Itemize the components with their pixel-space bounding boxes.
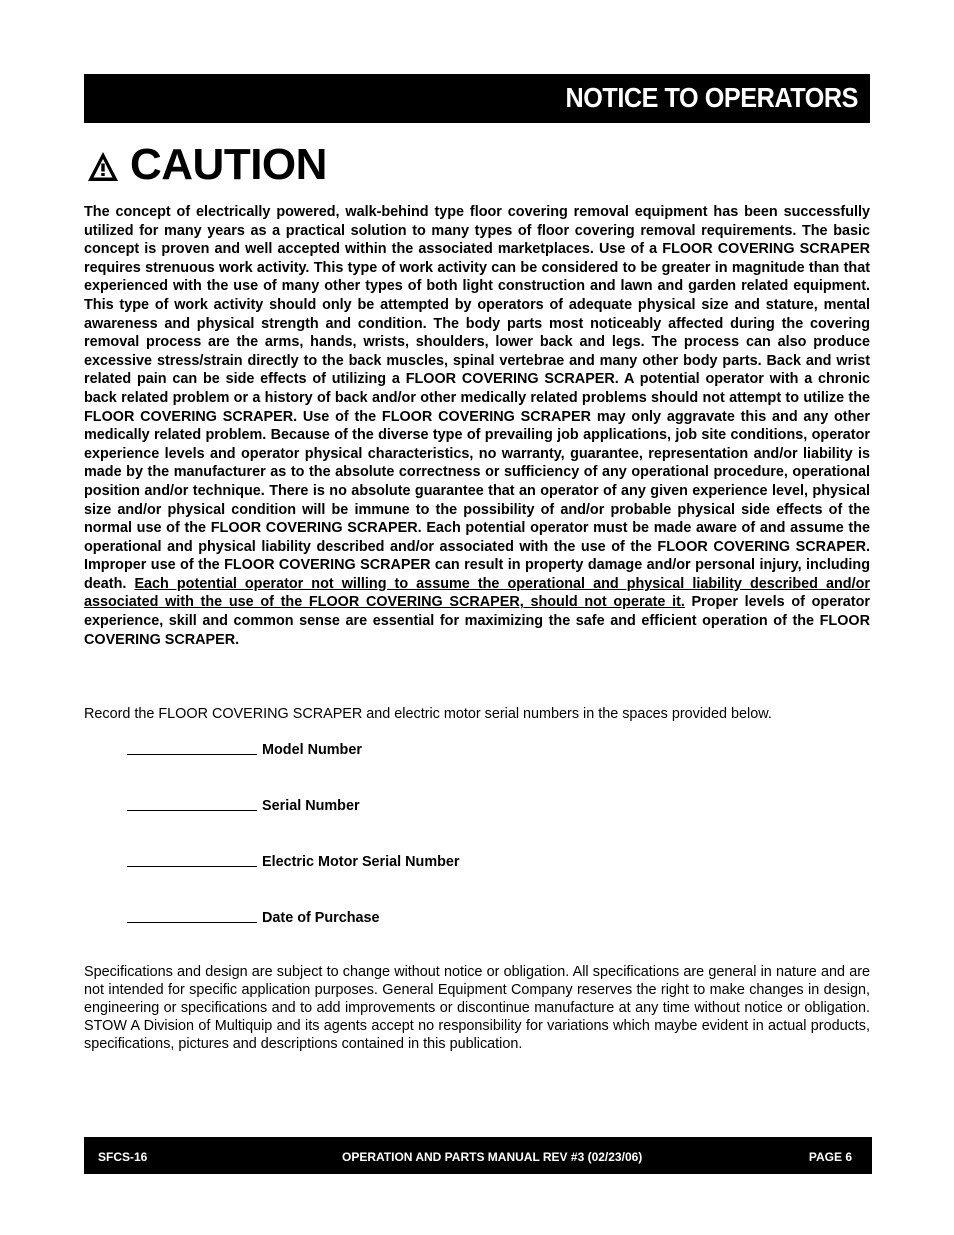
- caution-word: CAUTION: [130, 140, 327, 189]
- page-title: NOTICE TO OPERATORS: [565, 82, 858, 113]
- serial-number-field: [127, 796, 360, 814]
- record-instruction: Record the FLOOR COVERING SCRAPER and electric motor serial numbers in the spaces provided below.: [84, 706, 772, 722]
- serial-number-label: Serial Number: [262, 798, 360, 814]
- caution-notice: [84, 203, 870, 649]
- header-bar: [84, 74, 870, 123]
- notice-main-text: The concept of electrically powered, walk-behind type floor covering removal equipment has been successfully utilized for many years as a practical solution to many types of floor covering removal requirements. The basic concept is proven and well accepted within the associated marketplaces. Use of a FLOOR COVERING SCRAPER requires strenuous work activity. This type of work activity can be considered to be greater in magnitude than that experienced with the use of many other types of both light construction and lawn and garden related equipment. This type of work activity should only be attempted by operators of adequate physical size and stature, mental awareness and physical strength and condition. The body parts most noticeably affected during the covering removal process are the arms, hands, wrists, shoulders, lower back and legs. The process can also produce excessive stress/strain directly to the back muscles, spinal vertebrae and many other body parts. Back and wrist related pain can be side effects of utilizing a FLOOR COVERING SCRAPER. A potential operator with a chronic back related problem or a history of back and/or other medically related problems should not attempt to utilize the FLOOR COVERING SCRAPER. Use of the FLOOR COVERING SCRAPER may only aggravate this and any other medically related problem. Because of the diverse type of prevailing job applications, job site conditions, operator experience levels and operator physical characteristics, no warranty, guarantee, representation and/or liability is made by the manufacturer as to the absolute correctness or sufficiency of any operational procedure, operational position and/or technique. There is no absolute guarantee that an operator of any given experience level, physical size and/or physical condition will be immune to the possibility of and/or probable physical side effects of the normal use of the FLOOR COVERING SCRAPER. Each potential operator must be made aware of and assume the operational and physical liability described and/or associated with the use of the FLOOR COVERING SCRAPER. Improper use of the FLOOR COVERING SCRAPER can result in property damage and/or personal injury, including death.: [84, 204, 870, 592]
- date-of-purchase-label: Date of Purchase: [262, 910, 380, 926]
- footer-bar: [84, 1137, 872, 1174]
- notice-closing-text: Proper levels of operator experience, skill and common sense are essential for maximizing the safe and efficient operation of the FLOOR COVERING SCRAPER.: [84, 594, 870, 648]
- specifications-disclaimer: Specifications and design are subject to change without notice or obligation. All specifications are general in nature and are not intended for specific application purposes. General Equipment Company reserves the right to make changes in design, engineering or specifications and to add improvements or discontinue manufacture at any time without notice or obligation. STOW A Division of Multiquip and its agents accept no responsibility for variations which maybe evident in actual products, specifications, pictures and descriptions contained in this publication.: [84, 964, 870, 1052]
- motor-serial-number-field: [127, 852, 460, 870]
- motor-serial-number-label: Electric Motor Serial Number: [262, 854, 460, 870]
- caution-heading: [86, 140, 327, 190]
- warning-triangle-icon: [86, 150, 120, 184]
- footer-page-number: PAGE 6: [808, 1150, 852, 1164]
- footer-model: SFCS-16: [98, 1150, 148, 1164]
- notice-underlined-text: Each potential operator not willing to assume the operational and physical liability described and/or associated with the use of the FLOOR COVERING SCRAPER, should not operate it.: [84, 575, 870, 611]
- motor-serial-number-blank: [127, 852, 257, 867]
- date-of-purchase-blank: [127, 908, 257, 923]
- model-number-blank: [127, 740, 257, 755]
- model-number-field: [127, 740, 362, 758]
- date-of-purchase-field: [127, 908, 380, 926]
- model-number-label: Model Number: [262, 742, 362, 758]
- footer-manual-title: OPERATION AND PARTS MANUAL REV #3 (02/23/06): [342, 1150, 643, 1164]
- serial-number-blank: [127, 796, 257, 811]
